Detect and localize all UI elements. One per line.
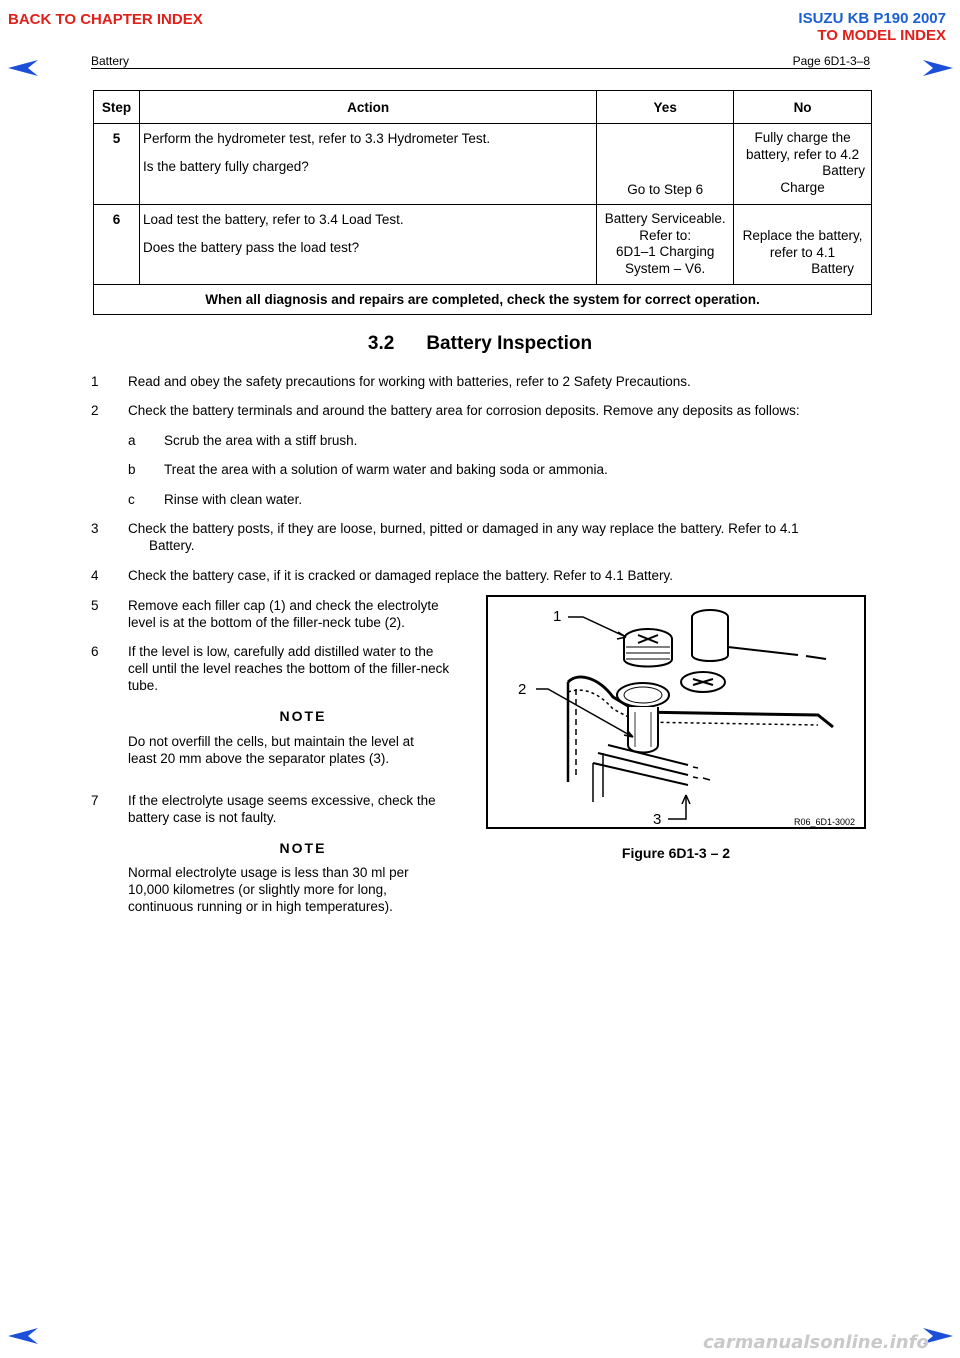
note-line: 10,000 kilometres (or slightly more for long, [128, 882, 387, 897]
yes-line: Battery Serviceable. [604, 211, 726, 226]
figure-caption: Figure 6D1-3 – 2 [621, 845, 731, 861]
step-text: Check the battery terminals and around the battery area for corrosion deposits. Remove any deposits as follows: [128, 403, 800, 418]
step-label: 3 [91, 521, 99, 536]
list-item [128, 461, 828, 478]
step-text-continued: battery case is not faulty. [128, 810, 277, 825]
list-item [91, 792, 481, 826]
no-result [734, 124, 872, 205]
section-title: Battery Inspection [426, 333, 593, 354]
no-line: Replace the battery, [742, 228, 863, 243]
page-number: Page 6D1-3–8 [792, 54, 870, 68]
section-number: 3.2 [367, 333, 395, 354]
list-item [91, 373, 891, 390]
step-label: 7 [91, 793, 99, 808]
step-text: Remove each filler cap (1) and check the electrolyte [128, 598, 439, 613]
step-text: If the electrolyte usage seems excessive, check the [128, 793, 436, 808]
callout-1: 1 [553, 608, 562, 625]
yes-line: Go to Step 6 [627, 181, 704, 197]
back-to-chapter-index-link[interactable]: BACK TO CHAPTER INDEX [8, 11, 203, 28]
step-text-continued: level is at the bottom of the filler-neck tube (2). [128, 615, 405, 630]
step-label: 1 [91, 374, 99, 389]
yes-line: Refer to: [639, 227, 692, 243]
note-line: Normal electrolyte usage is less than 30 ml per [128, 865, 409, 880]
yes-result [597, 124, 734, 205]
table-header-row [94, 91, 872, 124]
col-header-action: Action [139, 91, 596, 124]
no-line: Charge [780, 179, 825, 195]
note-heading: NOTE [279, 708, 327, 724]
no-line: Battery [822, 163, 865, 178]
diagnosis-table [93, 90, 872, 315]
action-question: Does the battery pass the load test? [142, 240, 360, 255]
col-header-yes: Yes [597, 91, 734, 124]
callout-2: 2 [518, 681, 527, 698]
battery-cell-illustration [488, 597, 864, 827]
step-text: Rinse with clean water. [164, 492, 303, 507]
yes-result [597, 205, 734, 285]
col-header-no: No [734, 91, 872, 124]
list-item [91, 597, 481, 631]
action-instruction: Load test the battery, refer to 3.4 Load Test. [142, 212, 404, 227]
table-footer-note: When all diagnosis and repairs are completed, check the system for correct operation. [94, 285, 872, 315]
step-label: a [128, 433, 136, 448]
step-label: 4 [91, 568, 99, 583]
step-number: 6 [94, 205, 140, 285]
to-model-index-link[interactable]: TO MODEL INDEX [817, 27, 946, 44]
no-line: Battery [811, 261, 854, 276]
battery-figure [486, 595, 866, 829]
model-title: ISUZU KB P190 2007 [798, 10, 946, 27]
step-action [139, 124, 596, 205]
no-line: Fully charge the [754, 130, 851, 145]
yes-line: 6D1–1 Charging [616, 244, 715, 259]
previous-page-arrow-icon[interactable] [6, 1326, 40, 1346]
action-instruction: Perform the hydrometer test, refer to 3.3 Hydrometer Test. [142, 131, 491, 146]
no-line: refer to 4.1 [769, 244, 836, 260]
step-label: 2 [91, 403, 99, 418]
list-item [128, 491, 828, 508]
step-text-continued: cell until the level reaches the bottom of the filler-neck [128, 661, 450, 676]
step-text: Scrub the area with a stiff brush. [164, 433, 358, 448]
step-label: 6 [91, 644, 99, 659]
note-line: Do not overfill the cells, but maintain the level at [128, 734, 414, 749]
note-line: least 20 mm above the separator plates (3). [128, 751, 390, 766]
step-text: Check the battery case, if it is cracked or damaged replace the battery. Refer to 4.1 Battery. [128, 568, 674, 583]
note-text [128, 733, 468, 767]
list-item [91, 402, 891, 419]
watermark-logo: carmanualsonline.info [703, 1332, 929, 1353]
note-heading: NOTE [279, 840, 327, 856]
col-header-step: Step [94, 91, 140, 124]
header-rule [91, 68, 870, 69]
step-text: Check the battery posts, if they are loose, burned, pitted or damaged in any way replace the battery. Refer to 4.1 [128, 521, 799, 536]
action-question: Is the battery fully charged? [142, 159, 309, 174]
table-row [94, 124, 872, 205]
step-text: Read and obey the safety precautions for working with batteries, refer to 2 Safety Precautions. [128, 374, 691, 389]
previous-page-arrow-icon[interactable] [6, 58, 40, 78]
step-action [139, 205, 596, 285]
step-number: 5 [94, 124, 140, 205]
section-name: Battery [91, 54, 130, 68]
step-text-continued: Battery. [149, 538, 195, 553]
step-text-continued: tube. [128, 678, 159, 693]
table-footer-row [94, 285, 872, 315]
yes-line: System – V6. [625, 260, 706, 276]
step-text: If the level is low, carefully add distilled water to the [128, 644, 434, 659]
figure-reference: R06_6D1-3002 [794, 817, 856, 827]
step-label: 5 [91, 598, 99, 613]
note-line: continuous running or in high temperatures). [128, 899, 393, 914]
step-text: Treat the area with a solution of warm water and baking soda or ammonia. [164, 462, 608, 477]
table-row [94, 205, 872, 285]
next-page-arrow-icon[interactable] [921, 58, 955, 78]
callout-3: 3 [653, 811, 662, 827]
step-label: c [128, 492, 135, 507]
step-label: b [128, 462, 136, 477]
list-item [128, 432, 828, 449]
section-heading [0, 333, 960, 355]
no-result [734, 205, 872, 285]
model-index-block [798, 10, 946, 44]
list-item [91, 567, 891, 584]
list-item [91, 643, 481, 694]
note-text [128, 864, 446, 915]
no-line: battery, refer to 4.2 [746, 146, 860, 162]
list-item [91, 520, 891, 554]
